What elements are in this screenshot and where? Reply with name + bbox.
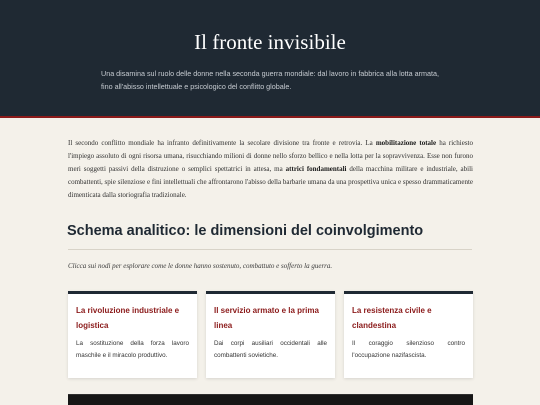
node-card-description: Il coraggio silenzioso contro l'occupazione nazifascista. [352, 340, 465, 359]
node-card-description: La sostituzione della forza lavoro maschile e il miracolo produttivo. [76, 340, 189, 359]
section-title: Schema analitico: le dimensioni del coinvolgimento [67, 223, 424, 239]
node-card-description: Dai corpi ausiliari occidentali alle combattenti sovietiche. [214, 340, 327, 359]
page-title: Il fronte invisibile [194, 30, 346, 54]
intro-text-2: ha richiesto l'impiego assoluto di ogni risorsa umana, risucchiando milioni di donne nello sforzo bellico e nella lotta per la sopravvivenza. Esse non furono meri soggetti passivi della distruzione o semplici spettatrici in attesa, ma [68, 139, 473, 173]
node-card-title: La resistenza civile e clandestina [352, 306, 432, 330]
section-hint: Clicca sui nodi per esplorare come le donne hanno sostenuto, combattuto e sofferto la guerra. [68, 262, 333, 270]
page-subtitle: Una disamina sul ruolo delle donne nella seconda guerra mondiale: dal lavoro in fabbrica alla lotta armata, fino all'abisso intellettuale e psicologico del conflitto globale. [101, 69, 440, 91]
intro-paragraph [68, 137, 473, 202]
detail-panel [68, 394, 473, 405]
intro-text-1: Il secondo conflitto mondiale ha infranto definitivamente la secolare divisione tra fronte e retrovia. La [68, 139, 376, 147]
section-divider [68, 249, 472, 250]
hero-banner [0, 0, 540, 118]
intro-highlight-1: mobilitazione totale [375, 139, 437, 147]
node-card-title: La rivoluzione industriale e logistica [76, 306, 180, 330]
intro-highlight-2: attrici fondamentali [285, 165, 347, 173]
node-card-resistance[interactable] [344, 291, 473, 378]
node-card-armed-service[interactable] [206, 291, 335, 378]
intro-text-3: della macchina militare e industriale, abili combattenti, spie silenziose e fini intellettuali che affrontarono l'abisso della barbarie umana da una prospettiva unica e spesso drammaticamente dimenticata dalla storiografia tradizionale. [68, 165, 473, 199]
node-card-industrial[interactable] [68, 291, 197, 378]
node-card-title: Il servizio armato e la prima linea [214, 306, 319, 330]
